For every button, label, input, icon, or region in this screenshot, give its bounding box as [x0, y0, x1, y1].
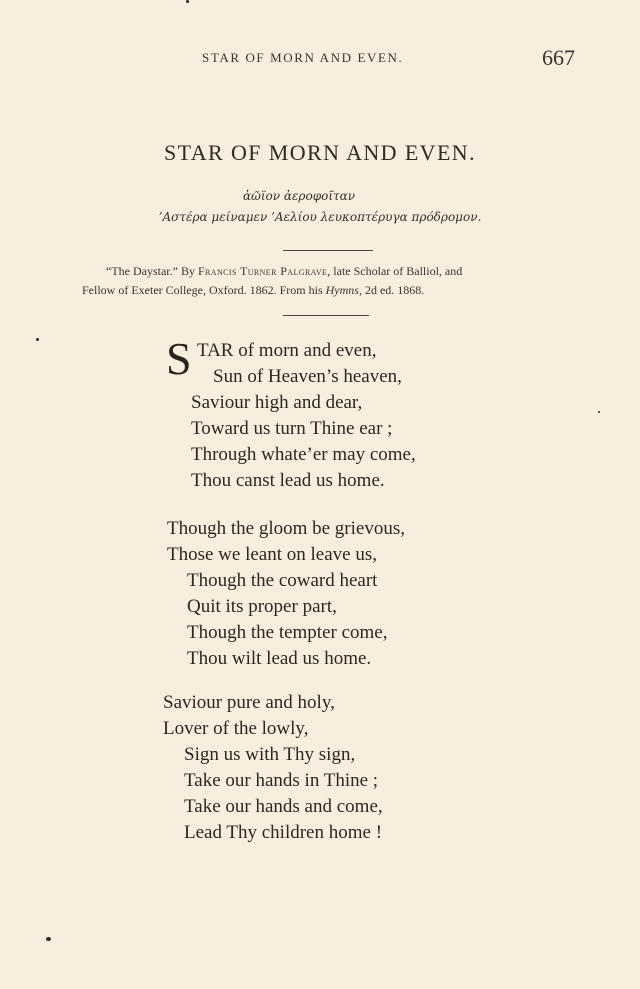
poem-line: Thou canst lead us home.: [191, 470, 385, 491]
paper-speck: [46, 937, 51, 941]
source-note: [82, 262, 577, 300]
poem-line: Those we leant on leave us,: [167, 544, 377, 565]
greek-epigraph: [0, 186, 640, 228]
source-by: By: [180, 264, 195, 278]
poem-line: Take our hands and come,: [184, 796, 383, 817]
paper-speck: [36, 338, 39, 341]
poem-line: Saviour high and dear,: [191, 392, 363, 413]
poem-line: TAR of morn and even,: [197, 340, 377, 361]
poem-line: Take our hands in Thine ;: [184, 770, 379, 791]
epigraph-line-1: ἀῶϊον ἀεροφοῖταν: [242, 189, 356, 203]
source-note-line-2: [82, 281, 577, 300]
source-work: Hymns: [325, 283, 359, 297]
poem-line: Saviour pure and holy,: [163, 692, 335, 713]
poem-line: Lead Thy children home !: [184, 822, 383, 843]
source-quote: “The Daystar.”: [106, 264, 178, 278]
source-line-2-start: Fellow of Exeter College, Oxford. 1862. From his: [82, 283, 323, 297]
paper-speck: [598, 411, 600, 413]
source-note-line-1: [82, 262, 577, 281]
drop-cap: S: [166, 333, 192, 384]
poem-line: Toward us turn Thine ear ;: [191, 418, 393, 439]
poem-line: Though the gloom be grievous,: [167, 518, 405, 539]
poem-line: Though the tempter come,: [187, 622, 388, 643]
poem-line: Though the coward heart: [187, 570, 378, 591]
page-number: 667: [542, 45, 575, 70]
running-head: STAR OF MORN AND EVEN.: [202, 50, 404, 65]
poem-line: Lover of the lowly,: [163, 718, 309, 739]
source-line-2-end: , 2d ed. 1868.: [358, 283, 425, 297]
poem-line: Thou wilt lead us home.: [187, 648, 372, 669]
poem-title: STAR OF MORN AND EVEN.: [163, 140, 476, 165]
paper-speck: [186, 0, 189, 3]
top-divider-rule: [283, 250, 373, 251]
poem-line: Sign us with Thy sign,: [184, 744, 356, 765]
poem-line: Sun of Heaven’s heaven,: [213, 366, 402, 387]
epigraph-line-2: ’Αστέρα μείναμεν ’Αελίου λευκοπτέρυγα πρόδρομον.: [158, 210, 482, 224]
source-line-1-rest: , late Scholar of Balliol, and: [327, 264, 463, 278]
bottom-divider-rule: [283, 315, 369, 316]
source-author: Francis Turner Palgrave: [197, 264, 328, 278]
poem-line: Quit its proper part,: [187, 596, 337, 617]
poem-line: Through whate’er may come,: [191, 444, 416, 465]
